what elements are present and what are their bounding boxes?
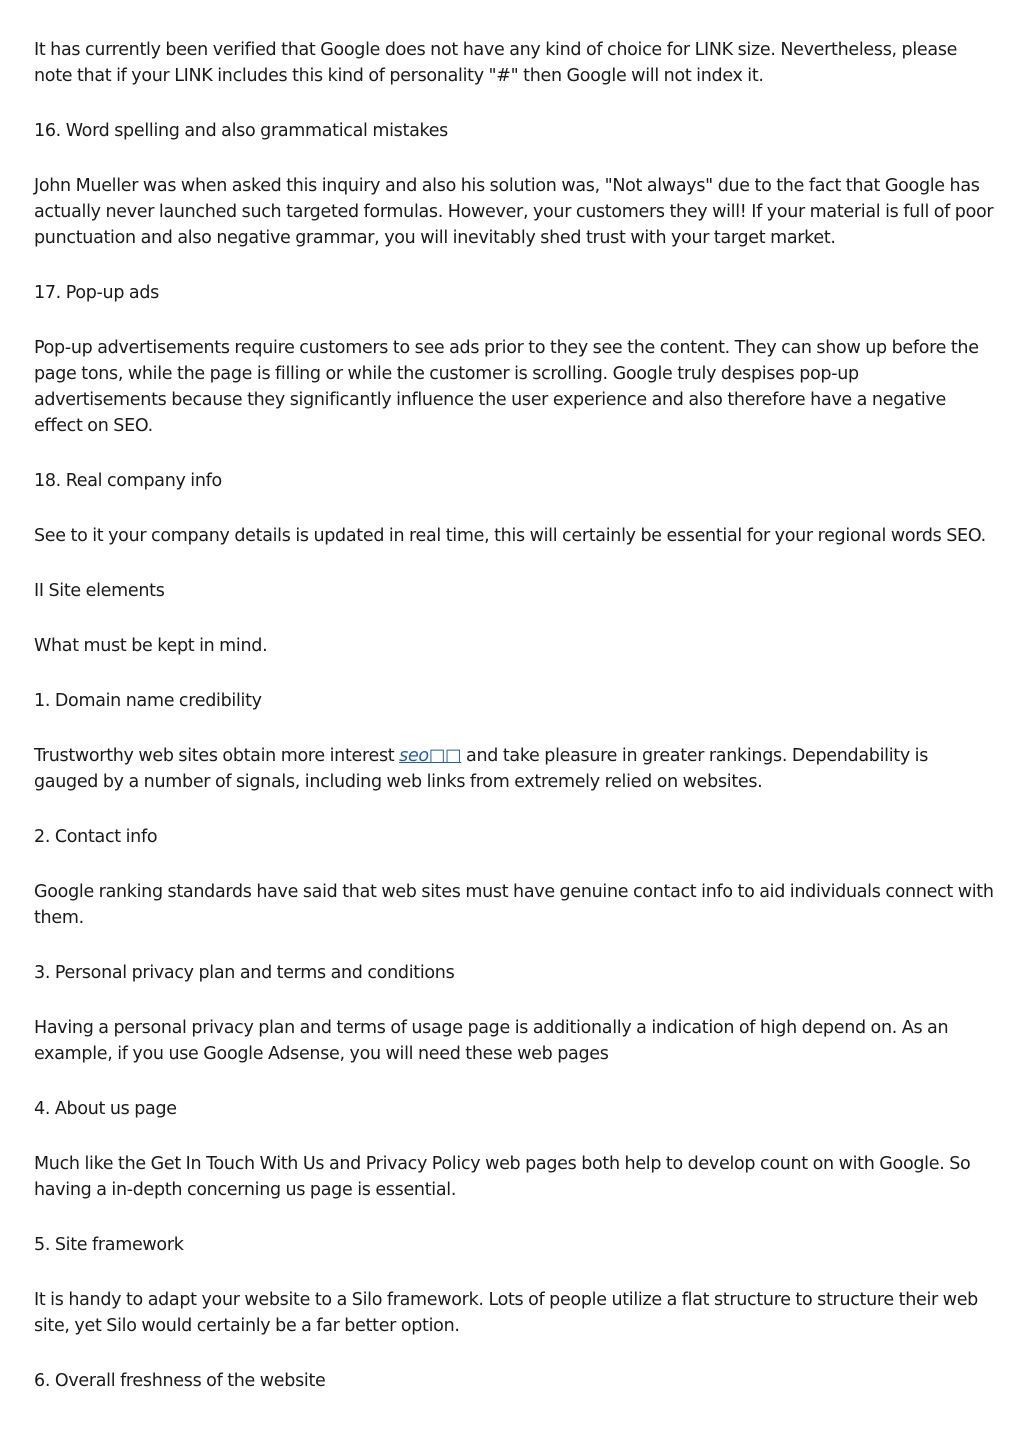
paragraph-privacy-terms: Having a personal privacy plan and terms of usage page is additionally a indication of high depend on. As an example, if you use Google Adsense, you will need these web pages (34, 1018, 949, 1064)
heading-site-elements: II Site elements (34, 581, 165, 601)
heading-company-info: 18. Real company info (34, 471, 222, 491)
paragraph-about-us: Much like the Get In Touch With Us and Privacy Policy web pages both help to develop count on with Google. So having a in-depth concerning us page is essential. (34, 1154, 971, 1200)
heading-domain-credibility: 1. Domain name credibility (34, 691, 262, 711)
seo-link[interactable]: seo□□ (399, 746, 462, 766)
heading-site-freshness: 6. Overall freshness of the website (34, 1371, 326, 1391)
paragraph-popup-ads: Pop-up advertisements require customers to see ads prior to they see the content. They can show up before the page tons, while the page is filling or while the customer is scrolling. Google truly despises pop-up advertisements because they significantly influence the user experience and also therefore have a negative effect on SEO. (34, 338, 979, 436)
heading-spelling-grammar: 16. Word spelling and also grammatical mistakes (34, 121, 448, 141)
paragraph-site-framework: It is handy to adapt your website to a Silo framework. Lots of people utilize a flat structure to structure their web site, yet Silo would certainly be a far better option. (34, 1290, 978, 1336)
paragraph-url-size: It has currently been verified that Google does not have any kind of choice for LINK size. Nevertheless, please note that if your LINK includes this kind of personality "#" then Google will not index it. (34, 40, 958, 86)
paragraph-domain-credibility (34, 743, 994, 795)
heading-popup-ads: 17. Pop-up ads (34, 283, 159, 303)
article-body (34, 37, 994, 1423)
paragraph-kept-in-mind: What must be kept in mind. (34, 636, 268, 656)
paragraph-spelling-grammar: John Mueller was when asked this inquiry and also his solution was, "Not always" due to the fact that Google has actually never launched such targeted formulas. However, your customers they will! If your material is full of poor punctuation and also negative grammar, you will inevitably shed trust with your target market. (34, 176, 994, 248)
heading-about-us: 4. About us page (34, 1099, 177, 1119)
paragraph-contact-info: Google ranking standards have said that web sites must have genuine contact info to aid individuals connect with them. (34, 882, 994, 928)
paragraph-text-before-link: Trustworthy web sites obtain more interest (34, 746, 400, 766)
paragraph-text-after-link: and take pleasure in greater rankings. Dependability is gauged by a number of signals, including web links from extremely relied on websites. (34, 746, 929, 792)
heading-privacy-terms: 3. Personal privacy plan and terms and conditions (34, 963, 455, 983)
heading-site-framework: 5. Site framework (34, 1235, 184, 1255)
paragraph-company-info: See to it your company details is updated in real time, this will certainly be essential for your regional words SEO. (34, 526, 986, 546)
heading-contact-info: 2. Contact info (34, 827, 158, 847)
